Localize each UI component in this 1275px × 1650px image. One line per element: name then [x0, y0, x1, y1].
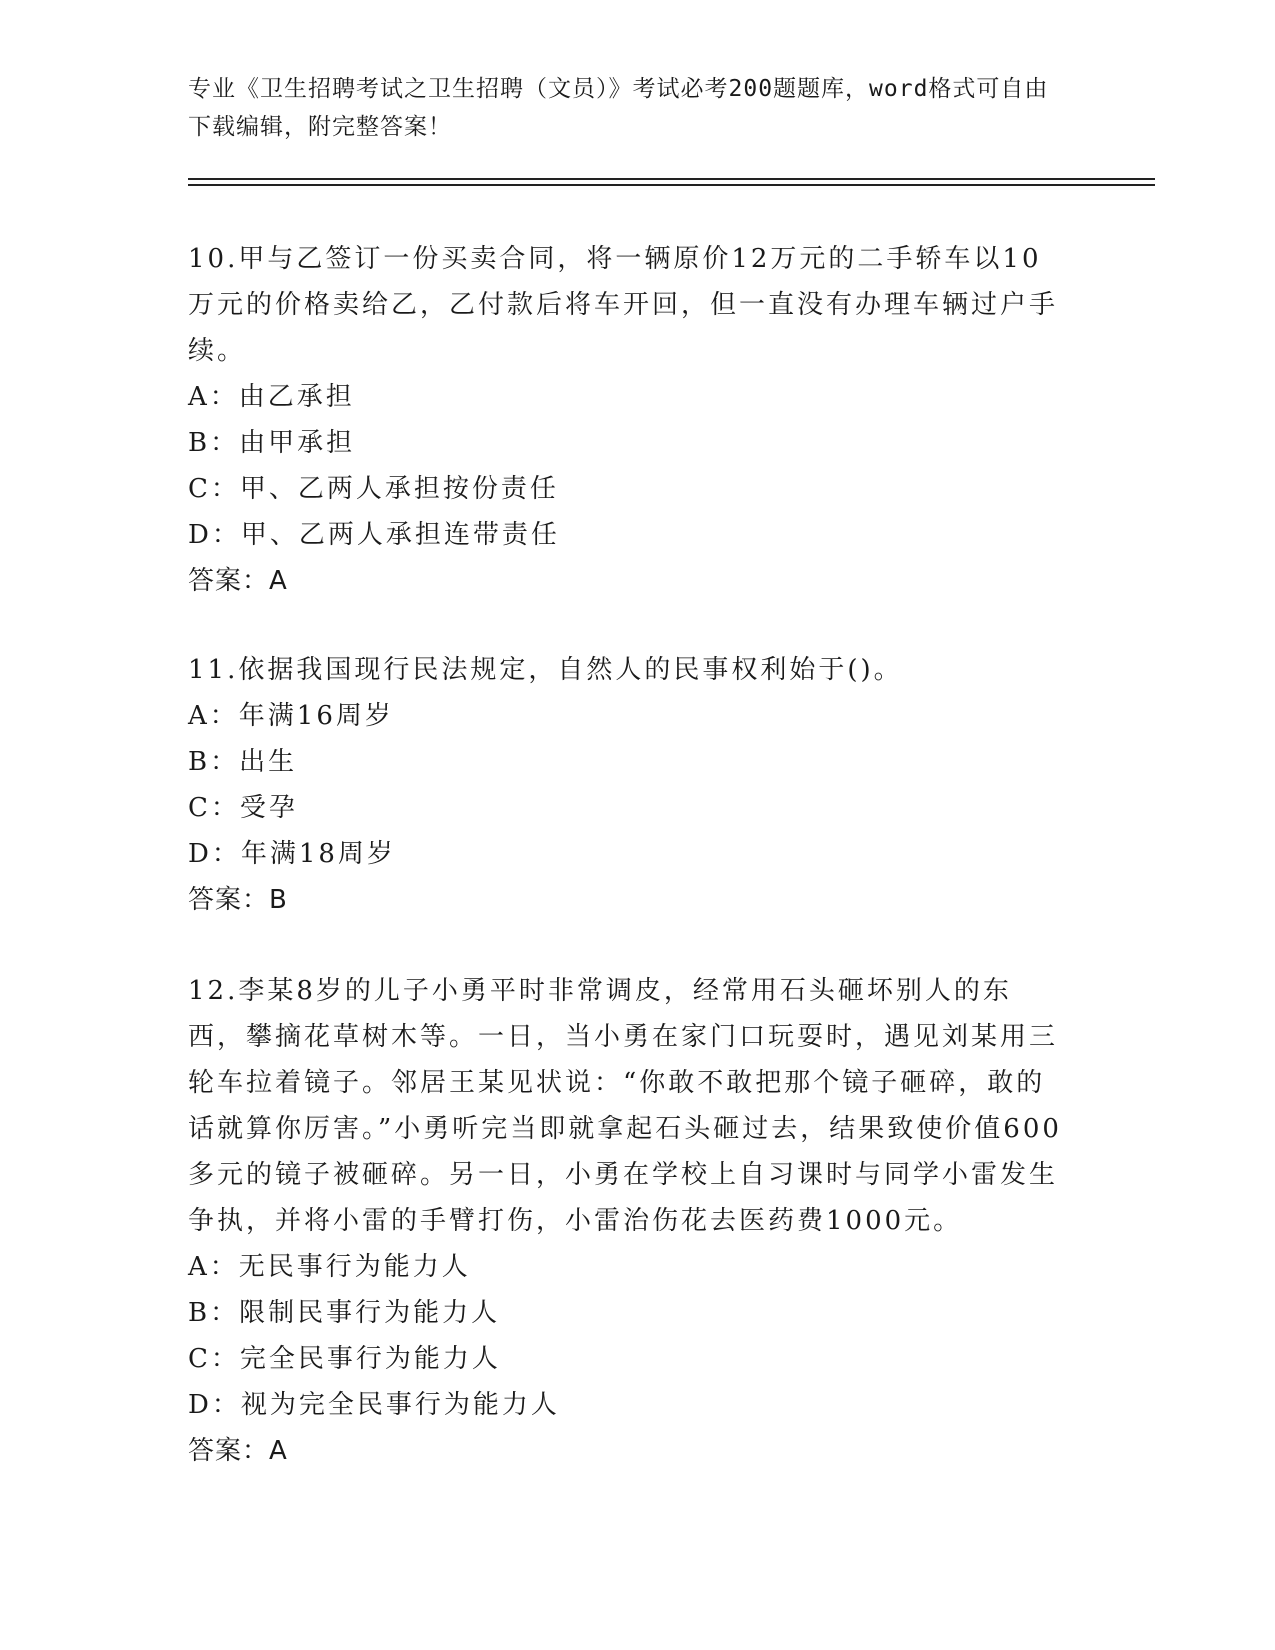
question-stem: 11.依据我国现行民法规定，自然人的民事权利始于()。	[188, 655, 903, 685]
option-a: A：由乙承担	[188, 382, 355, 412]
option-c: C：受孕	[188, 793, 298, 823]
question-11	[188, 647, 1068, 923]
answer-line: 答案：A	[188, 1436, 288, 1466]
option-d: D：甲、乙两人承担连带责任	[188, 520, 560, 550]
header-divider-top	[188, 178, 1155, 180]
option-d: D：年满18周岁	[188, 839, 396, 869]
question-12	[188, 968, 1068, 1474]
question-stem: 10.甲与乙签订一份买卖合同，将一辆原价12万元的二手轿车以10万元的价格卖给乙，乙付款后将车开回，但一直没有办理车辆过户手续。	[188, 244, 1059, 366]
option-b: B：出生	[188, 747, 298, 777]
option-c: C：完全民事行为能力人	[188, 1344, 501, 1374]
header-divider-bottom	[188, 184, 1155, 186]
option-a: A：无民事行为能力人	[188, 1252, 471, 1282]
option-b: B：限制民事行为能力人	[188, 1298, 501, 1328]
question-10	[188, 236, 1068, 604]
document-intro: 专业《卫生招聘考试之卫生招聘（文员）》考试必考200题题库，word格式可自由下载编辑，附完整答案！	[188, 76, 1049, 140]
option-c: C：甲、乙两人承担按份责任	[188, 474, 559, 504]
option-a: A：年满16周岁	[188, 701, 394, 731]
question-stem: 12.李某8岁的儿子小勇平时非常调皮，经常用石头砸坏别人的东西，攀摘花草树木等。一日，当小勇在家门口玩耍时，遇见刘某用三轮车拉着镜子。邻居王某见状说：“你敢不敢把那个镜子砸碎，敢的话就算你厉害。”小勇听完当即就拿起石头砸过去，结果致使价值600多元的镜子被砸碎。另一日，小勇在学校上自习课时与同学小雷发生争执，并将小雷的手臂打伤，小雷治伤花去医药费1000元。	[188, 976, 1062, 1236]
answer-line: 答案：B	[188, 885, 288, 915]
option-b: B：由甲承担	[188, 428, 356, 458]
option-d: D：视为完全民事行为能力人	[188, 1390, 560, 1420]
answer-line: 答案：A	[188, 566, 288, 596]
